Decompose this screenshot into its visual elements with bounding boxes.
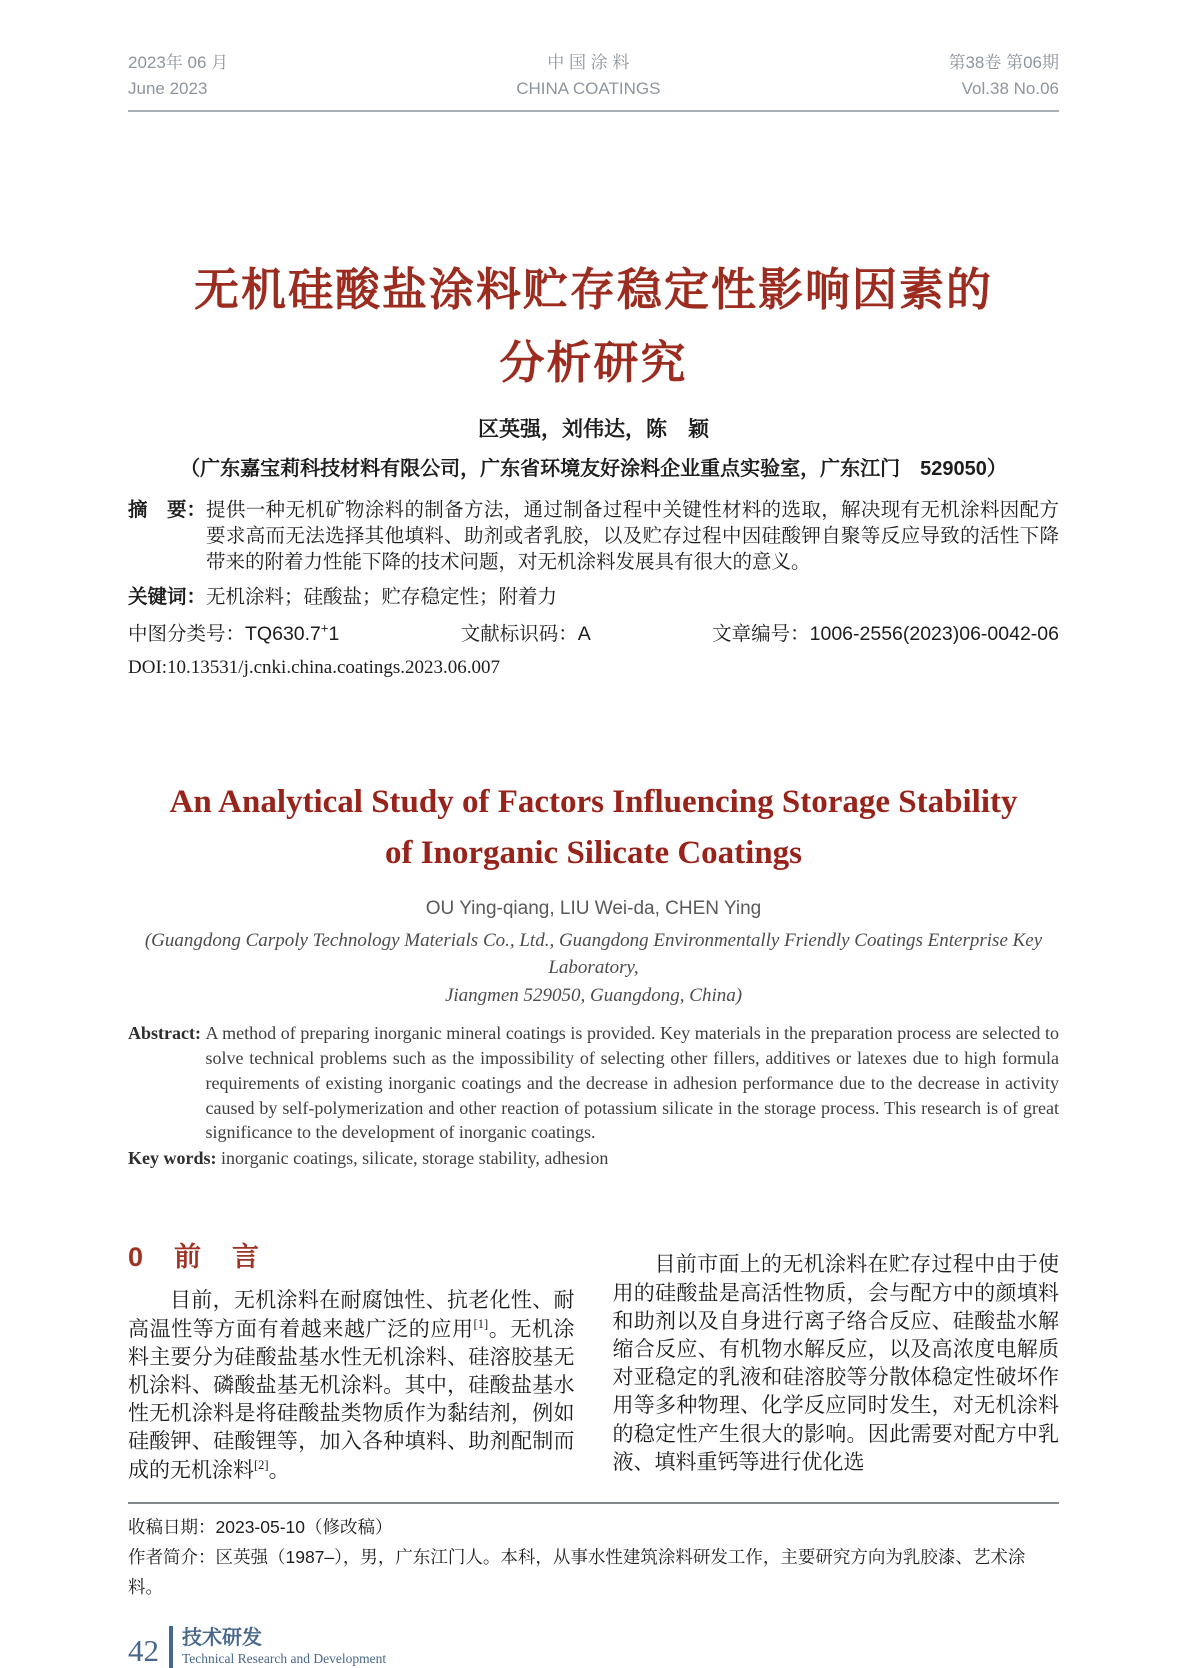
authors-cn: 区英强，刘伟达，陈 颖 [478, 418, 709, 442]
reference-1: [1] [473, 1316, 489, 1331]
journal-header [128, 50, 1059, 112]
clc-value: TQ630.7 [245, 623, 321, 646]
article-title-en-line2: of Inorganic Silicate Coatings [384, 835, 803, 872]
body-p1-seg1: 目前，无机涂料在耐腐蚀性、抗老化性、耐高温性等方面有着越来越广泛的应用 [128, 1288, 575, 1341]
keywords-en-text: inorganic coatings, silicate, storage stability, adhesion [221, 1148, 609, 1169]
keywords-cn-label: 关键词： [128, 586, 207, 609]
abstract-en-label: Abstract: [128, 1023, 201, 1044]
footer-column-en: Technical Research and Development [182, 1651, 387, 1667]
column-left [128, 1235, 575, 1484]
author-bio: 作者简介：区英强（1987–），男，广东江门人。本科，从事水性建筑涂料研发工作，主要研究方向为乳胶漆、艺术涂料。 [128, 1547, 1026, 1598]
body-p1-seg3: 。 [268, 1457, 290, 1482]
body-paragraph-2: 目前市面上的无机涂料在贮存过程中由于使用的硅酸盐是高活性物质，会与配方中的颜填料和助剂以及自身进行离子络合反应、硅酸盐水解缩合反应、有机物水解反应，以及高浓度电解质对亚稳定的乳液和硅溶胶等分散体稳定性破坏作用等多种物理、化学反应同时发生，对无机涂料的稳定性产生很大的影响。因此需要对配方中乳液、填料重钙等进行优化选 [612, 1252, 1059, 1474]
header-issue-en: Vol.38 No.06 [961, 79, 1059, 99]
document-code-value: A [577, 623, 591, 646]
clc-number [128, 618, 339, 646]
footnotes [128, 1512, 1059, 1602]
received-date: 收稿日期：2023-05-10（修改稿） [128, 1516, 393, 1537]
abstract-en [128, 1021, 1059, 1145]
clc-sup: + [320, 620, 329, 636]
article-title-en [128, 777, 1059, 879]
header-date-cn: 2023年 06 月 [128, 53, 229, 72]
document-code-label: 文献标识码： [460, 623, 578, 646]
classification-row [128, 618, 1059, 646]
abstract-cn-text: 提供一种无机矿物涂料的制备方法，通过制备过程中关键性材料的选取，解决现有无机涂料因配方要求高而无法选择其他填料、助剂或者乳胶，以及贮存过程中因硅酸钾自聚等反应导致的活性下降带来的附着力性能下降的技术问题，对无机涂料发展具有很大的意义。 [206, 499, 1059, 574]
clc-label: 中图分类号： [128, 623, 246, 646]
keywords-cn [128, 581, 1059, 609]
authors-en: OU Ying-qiang, LIU Wei-da, CHEN Ying [425, 897, 762, 919]
column-right [613, 1235, 1060, 1484]
header-issue-cn: 第38卷 第06期 [948, 53, 1059, 72]
affiliation-en-line2: Jiangmen 529050, Guangdong, China) [444, 984, 743, 1006]
article-title-cn-line1: 无机硅酸盐涂料贮存稳定性影响因素的 [193, 263, 993, 315]
header-issue [948, 50, 1059, 103]
affiliation-en [128, 927, 1059, 1010]
body-p1-seg2: 。无机涂料主要分为硅酸盐基水性无机涂料、硅溶胶基无机涂料、磷酸盐基无机涂料。其中，硅酸盐基水性无机涂料是将硅酸盐类物质作为黏结剂，例如硅酸钾、硅酸锂等，加入各种填料、助剂配制而成的无机涂料 [128, 1316, 575, 1482]
body-paragraph-1 [128, 1286, 575, 1484]
affiliation-en-line1: (Guangdong Carpoly Technology Materials Co., Ltd., Guangdong Environmentally Friendly Coatings Enterprise Key Laboratory, [144, 929, 1043, 979]
header-journal-name [516, 50, 660, 103]
page-number: 42 [128, 1632, 159, 1668]
keywords-en [128, 1148, 1059, 1169]
introduction-section [128, 1235, 1059, 1484]
header-date [128, 50, 228, 103]
keywords-cn-text: 无机涂料；硅酸盐；贮存稳定性；附着力 [206, 586, 558, 609]
affiliation-cn: （广东嘉宝莉科技材料有限公司，广东省环境友好涂料企业重点实验室，广东江门 529050） [180, 458, 1007, 481]
header-journal-en: CHINA COATINGS [516, 79, 661, 99]
footer-column-title [173, 1626, 386, 1668]
document-code [461, 618, 591, 646]
header-date-en: June 2023 [128, 79, 208, 99]
page-footer [128, 1626, 1059, 1668]
section-heading: 0 前 言 [128, 1242, 262, 1273]
abstract-en-text: A method of preparing inorganic mineral coatings is provided. Key materials in the preparation process are selected to solve technical problems such as the impossibility of selecting other fillers, additives or latexes due to high formula requirements of existing inorganic coatings and the decrease in adhesion performance due to the decrease in activity caused by self-polymerization and other reaction of potassium silicate in the storage process. This research is of great significance to the development of inorganic coatings. [205, 1023, 1059, 1143]
article-title-cn [128, 254, 1059, 400]
footer-column-cn: 技术研发 [182, 1627, 262, 1650]
abstract-cn [128, 498, 1059, 576]
keywords-en-label: Key words: [128, 1148, 217, 1169]
clc-tail: 1 [328, 623, 340, 646]
reference-2: [2] [254, 1457, 269, 1472]
article-id-value: 1006-2556(2023)06-0042-06 [809, 623, 1059, 646]
article-title-cn-line2: 分析研究 [499, 336, 688, 388]
abstract-cn-label: 摘 要： [128, 499, 207, 522]
article-id [712, 618, 1059, 646]
doi: DOI:10.13531/j.cnki.china.coatings.2023.06.007 [128, 657, 501, 679]
article-id-label: 文章编号： [712, 623, 810, 646]
header-journal-cn: 中 国 涂 料 [547, 53, 630, 72]
footnote-divider [128, 1502, 1059, 1504]
article-title-en-line1: An Analytical Study of Factors Influencing Storage Stability [169, 784, 1018, 821]
